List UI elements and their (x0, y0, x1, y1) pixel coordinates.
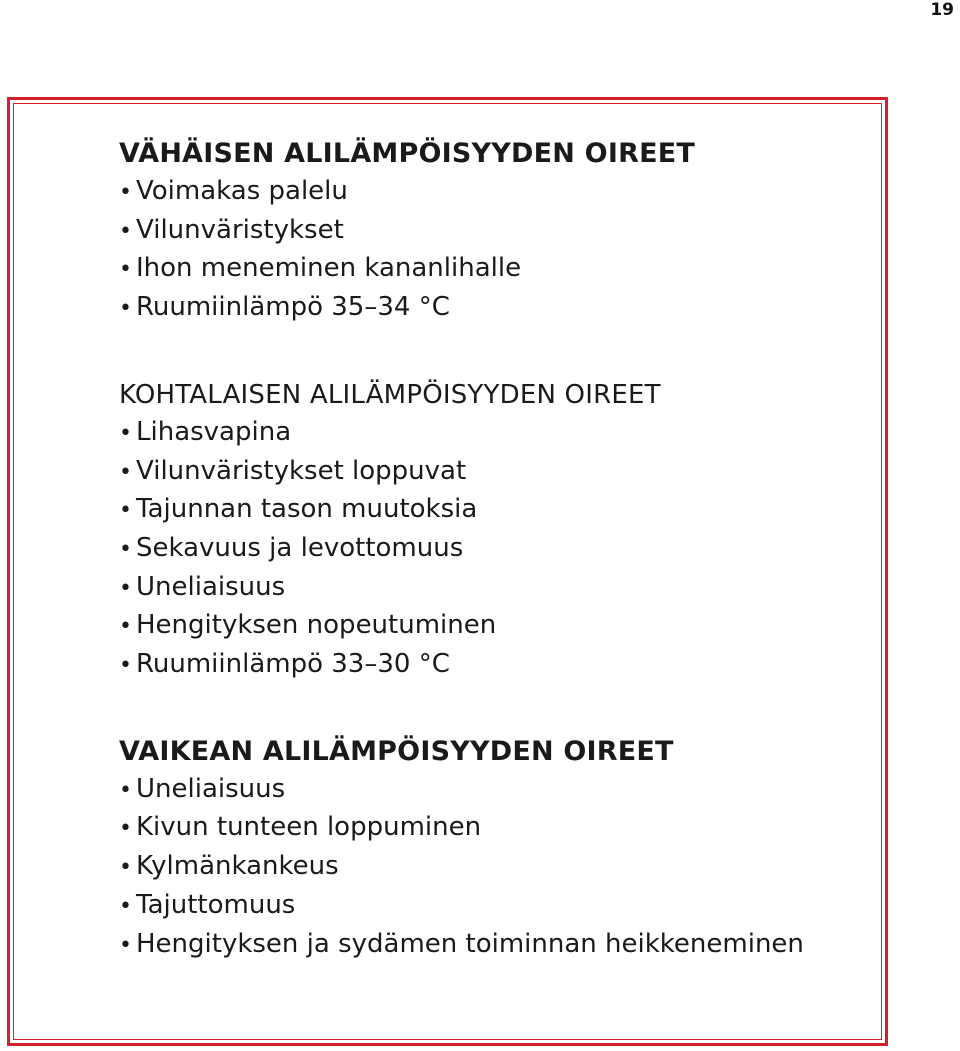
list-item (119, 212, 859, 251)
list-item (119, 646, 859, 685)
list-item (119, 887, 859, 926)
bullet-icon: • (119, 420, 132, 446)
page-number: 19 (930, 0, 954, 20)
list-item-text: Kylmänkankeus (136, 851, 339, 882)
bullet-icon: • (119, 218, 132, 244)
section-moderate-hypothermia (119, 376, 859, 685)
list-item (119, 491, 859, 530)
bullet-icon: • (119, 777, 132, 803)
bullet-icon: • (119, 459, 132, 485)
bullet-icon: • (119, 653, 132, 679)
bullet-icon: • (119, 180, 132, 205)
list-item (119, 809, 859, 848)
bullet-icon: • (119, 932, 132, 958)
section-severe-hypothermia (119, 733, 859, 965)
list-item-text: Tajunnan tason muutoksia (136, 494, 478, 525)
symptoms-content (119, 135, 859, 964)
list-item (119, 173, 859, 212)
bullet-icon: • (119, 575, 132, 601)
list-item (119, 453, 859, 492)
list-item (119, 414, 859, 453)
list-item-text: Vilunväristykset loppuvat (136, 455, 467, 486)
list-item-text: Vilunväristykset (136, 214, 344, 245)
bullet-icon: • (119, 257, 132, 283)
list-item (119, 771, 859, 810)
bullet-icon: • (119, 296, 132, 322)
list-item-text: Hengityksen nopeutuminen (136, 610, 497, 641)
section-title: KOHTALAISEN ALILÄMPÖISYYDEN OIREET (119, 379, 661, 410)
list-item (119, 926, 859, 965)
list-item-text: Hengityksen ja sydämen toiminnan heikkeneminen (136, 928, 804, 959)
list-item (119, 607, 859, 646)
bullet-icon: • (119, 816, 132, 842)
section-title: VAIKEAN ALILÄMPÖISYYDEN OIREET (119, 735, 674, 767)
list-item-text: Sekavuus ja levottomuus (136, 532, 464, 563)
list-item (119, 289, 859, 328)
symptom-list (119, 414, 859, 685)
list-item-text: Uneliaisuus (136, 773, 286, 804)
list-item-text: Voimakas palelu (136, 176, 348, 206)
list-item-text: Tajuttomuus (136, 889, 296, 920)
list-item-text: Uneliaisuus (136, 571, 286, 602)
list-item-text: Lihasvapina (136, 416, 292, 447)
list-item (119, 848, 859, 887)
list-item-text: Ruumiinlämpö 35–34 °C (136, 292, 450, 323)
bullet-icon: • (119, 498, 132, 524)
bullet-icon: • (119, 536, 132, 562)
list-item (119, 530, 859, 569)
bullet-icon: • (119, 855, 132, 881)
list-item (119, 569, 859, 608)
symptom-list (119, 173, 859, 328)
list-item-text: Ruumiinlämpö 33–30 °C (136, 649, 450, 680)
bullet-icon: • (119, 614, 132, 640)
bullet-icon: • (119, 893, 132, 919)
list-item-text: Kivun tunteen loppuminen (136, 812, 482, 843)
section-title: VÄHÄISEN ALILÄMPÖISYYDEN OIREET (119, 138, 695, 169)
symptom-list (119, 771, 859, 965)
list-item-text: Ihon meneminen kananlihalle (136, 253, 522, 284)
section-mild-hypothermia (119, 135, 859, 328)
list-item (119, 250, 859, 289)
